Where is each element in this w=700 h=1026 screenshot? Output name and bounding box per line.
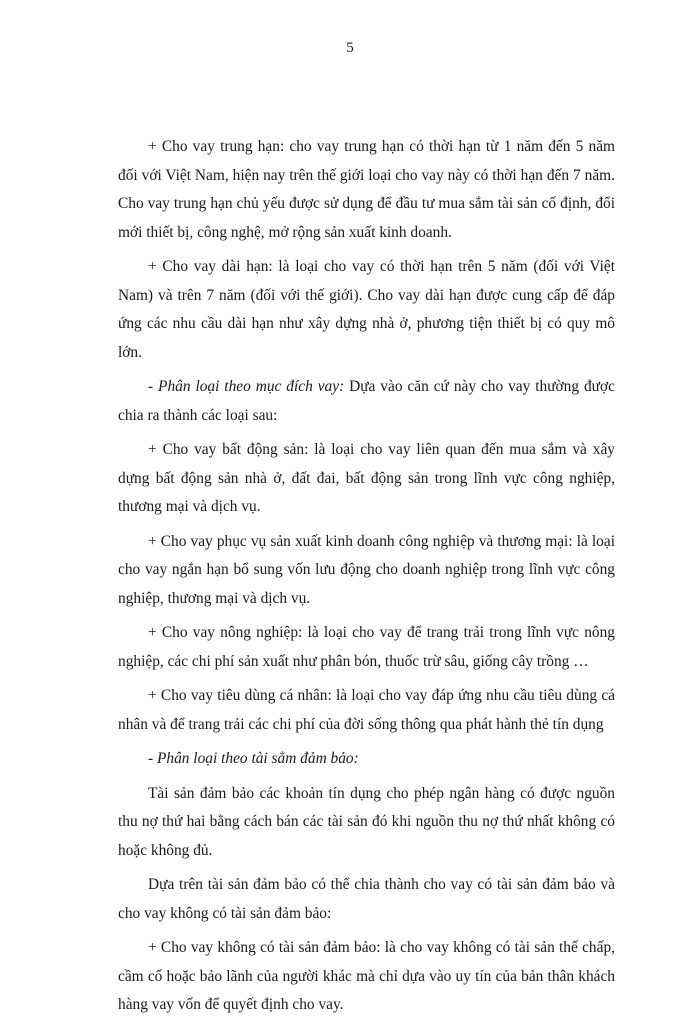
paragraph-collateral-split: Dựa trên tài sản đảm bảo có thể chia thành cho vay có tài sản đảm bảo và cho vay không có tài sản đảm bảo: xyxy=(118,876,615,922)
purpose-classification-heading: - Phân loại theo mục đích vay: xyxy=(148,378,345,395)
paragraph-long-term-loan: + Cho vay dài hạn: là loại cho vay có thời hạn trên 5 năm (đối với Việt Nam) và trên 7 năm (đối với thế giới). Cho vay dài hạn được cung cấp để đáp ứng các nhu cầu dài hạn như xây dựng nhà ở, phương tiện thiết bị có quy mô lớn. xyxy=(118,258,615,361)
page-number: 5 xyxy=(346,40,354,56)
document-body xyxy=(118,133,615,1026)
paragraph-business-loan: + Cho vay phục vụ sản xuất kinh doanh công nghiệp và thương mại: là loại cho vay ngắn hạn bổ sung vốn lưu động cho doanh nghiệp trong lĩnh vực công nghiệp, thương mại và dịch vụ. xyxy=(118,532,615,607)
paragraph-purpose-classification xyxy=(118,373,615,430)
paragraph-unsecured-loan: + Cho vay không có tài sản đảm bảo: là cho vay không có tài sản thế chấp, cầm cố hoặc bảo lãnh của người khác mà chỉ dựa vào uy tín của bản thân khách hàng vay vốn để quyết định cho vay. xyxy=(118,939,615,1013)
collateral-classification-heading: - Phân loại theo tài sẳm đảm bảo: xyxy=(148,750,359,767)
purpose-classification-text: Dựa vào căn cứ này cho vay thường được chia ra thành các loại sau: xyxy=(118,378,615,424)
paragraph-collateral-definition: Tài sản đảm bảo các khoản tín dụng cho phép ngân hàng có được nguồn thu nợ thứ hai bằng cách bán các tài sản đó khi nguồn thu nợ thứ nhất không có hoặc không đủ. xyxy=(118,784,615,859)
paragraph-medium-term-loan: + Cho vay trung hạn: cho vay trung hạn có thời hạn từ 1 năm đến 5 năm đối với Việt Nam, hiện nay trên thế giới loại cho vay này có thời hạn đến 7 năm. Cho vay trung hạn chủ yếu được sử dụng để đầu tư mua sắm tài sản cố định, đổi mới thiết bị, công nghệ, mở rộng sản xuất kinh doanh. xyxy=(118,138,615,241)
paragraph-consumer-loan: + Cho vay tiêu dùng cá nhân: là loại cho vay đáp ứng nhu cầu tiêu dùng cá nhân và để trang trải các chi phí của đời sống thông qua phát hành thẻ tín dụng xyxy=(118,687,615,733)
paragraph-real-estate-loan: + Cho vay bất động sản: là loại cho vay liên quan đến mua sắm và xây dựng bất động sản nhà ở, đất đai, bất động sản trong lĩnh vực công nghiệp, thương mại và dịch vụ. xyxy=(118,441,615,515)
paragraph-agriculture-loan: + Cho vay nông nghiệp: là loại cho vay để trang trải trong lĩnh vực nông nghiệp, các chi phí sản xuất như phân bón, thuốc trừ sâu, giống cây trồng … xyxy=(118,624,615,670)
